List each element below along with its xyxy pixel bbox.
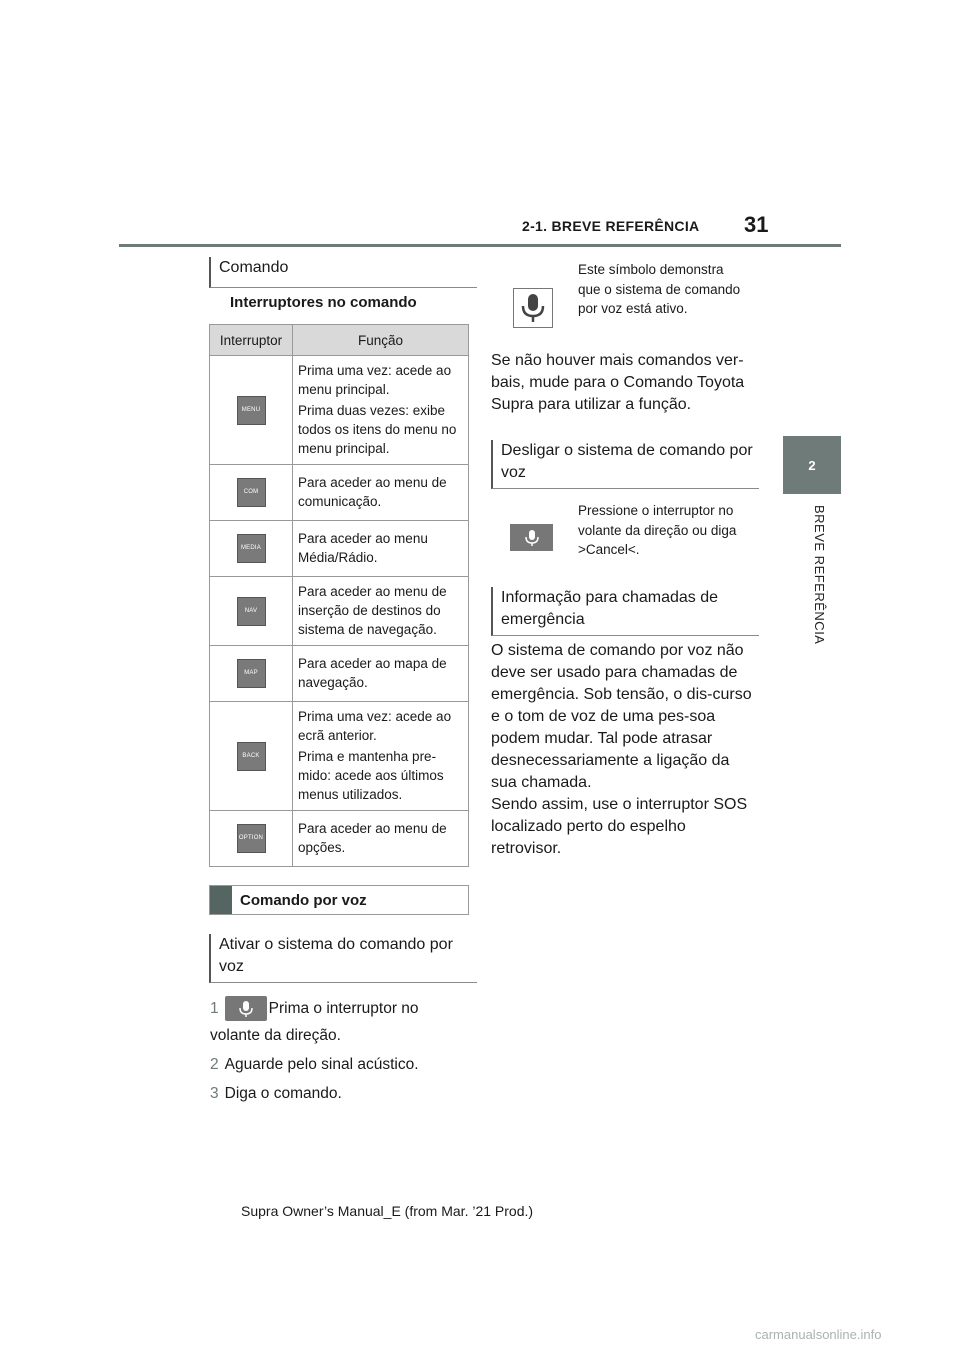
table-row	[210, 465, 469, 521]
activate-voice-heading: Ativar o sistema do comando por voz	[209, 934, 477, 983]
map-button-icon: MAP	[237, 659, 266, 688]
chapter-side-label: BREVE REFERÊNCIA	[812, 505, 827, 645]
function-text: Para aceder ao menu Média/Rádio.	[298, 531, 428, 565]
paragraph-verbal: Se não houver mais comandos ver-bais, mude para o Comando Toyota Supra para utilizar a função.	[491, 352, 745, 413]
col-header-switch: Interruptor	[210, 325, 293, 356]
function-text: Para aceder ao mapa de navegação.	[298, 656, 447, 690]
emergency-info-heading: Informação para chamadas de emergência	[491, 587, 759, 636]
mic-note: Este símbolo demonstra que o sistema de comando por voz está ativo.	[578, 262, 741, 316]
watermark: carmanualsonline.info	[755, 1327, 882, 1342]
chapter-tab: 2	[783, 436, 841, 494]
footer-text: Supra Owner’s Manual_E (from Mar. ’21 Prod.)	[241, 1203, 534, 1219]
deactivate-voice-heading: Desligar o sistema de comando por voz	[491, 440, 759, 489]
table-header-row	[210, 325, 469, 356]
paragraph-emergency: O sistema de comando por voz não deve ser usado para chamadas de emergência. Sob tensão, o dis-curso e o tom de voz de uma pes-soa podem mudar. Tal pode atrasar desnecessariamente a ligação da sua chamada. Sendo assim, use o interruptor SOS localizado perto do espelho retrovisor.	[491, 642, 752, 857]
step-number: 3	[210, 1085, 219, 1102]
function-text: Para aceder ao menu de opções.	[298, 821, 447, 855]
step-number: 2	[210, 1056, 219, 1073]
function-text: Prima uma vez: acede ao ecrã anterior.	[298, 709, 452, 743]
comando-heading: Comando	[209, 257, 477, 288]
media-button-icon: MEDIA	[237, 534, 266, 563]
function-text: Prima uma vez: acede ao menu principal.	[298, 363, 452, 397]
function-text: Prima duas vezes: exibe todos os itens do menu no menu principal.	[298, 403, 457, 456]
function-text: Prima e mantenha pre-mido: acede aos últimos menus utilizados.	[298, 749, 444, 802]
table-row	[210, 521, 469, 577]
function-text: Para aceder ao menu de inserção de destinos do sistema de navegação.	[298, 584, 447, 637]
table-row	[210, 646, 469, 702]
list-item	[210, 1080, 470, 1107]
heading-marker	[210, 886, 232, 914]
header-rule	[119, 244, 841, 247]
section-title: 2-1. BREVE REFERÊNCIA	[522, 218, 700, 234]
col-header-function: Função	[293, 325, 469, 356]
mic-button-icon	[225, 996, 267, 1021]
table-row	[210, 811, 469, 867]
switch-table	[209, 324, 469, 867]
function-text: Para aceder ao menu de comunicação.	[298, 475, 447, 509]
list-item	[210, 995, 470, 1049]
step-text: Prima o interruptor no volante da direção.	[210, 1000, 419, 1044]
step-text: Diga o comando.	[224, 1085, 342, 1102]
nav-button-icon: NAV	[237, 597, 266, 626]
voice-active-mic-icon	[513, 288, 553, 328]
table-row	[210, 356, 469, 465]
mic-button-icon	[510, 524, 553, 551]
table-row	[210, 577, 469, 646]
option-button-icon: OPTION	[237, 824, 266, 853]
press-note: Pressione o interruptor no volante da direção ou diga >Cancel<.	[578, 503, 737, 557]
page-number: 31	[744, 212, 769, 237]
list-item	[210, 1051, 470, 1078]
step-text: Aguarde pelo sinal acústico.	[224, 1056, 419, 1073]
table-row	[210, 702, 469, 811]
voice-command-heading	[209, 885, 469, 915]
switches-heading: Interruptores no comando	[230, 294, 417, 311]
back-button-icon: BACK	[237, 742, 266, 771]
steps-list	[210, 995, 470, 1107]
step-number: 1	[210, 1000, 219, 1017]
menu-button-icon: MENU	[237, 396, 266, 425]
voice-command-heading-text: Comando por voz	[240, 891, 367, 909]
com-button-icon: COM	[237, 478, 266, 507]
